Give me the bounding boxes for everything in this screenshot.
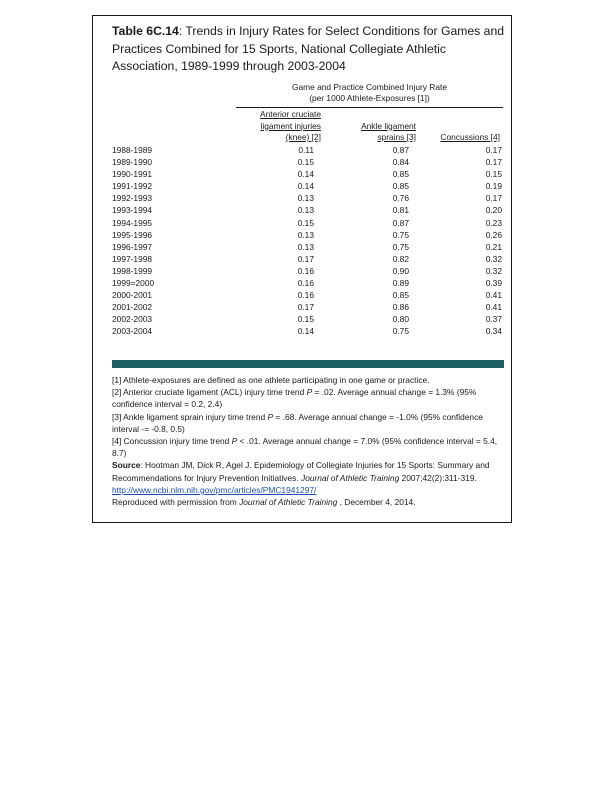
row-ankle-rate: 0.81: [392, 205, 409, 216]
row-acl-rate: 0.17: [297, 253, 314, 264]
column-header-acl-line2: ligament injuries: [260, 120, 321, 131]
row-acl-rate: 0.16: [297, 278, 314, 289]
footnotes: [112, 374, 504, 508]
row-ankle-rate: 0.76: [392, 193, 409, 204]
row-acl-rate: 0.16: [297, 290, 314, 301]
footnote-4-text-rest: < .01. Average annual change = 7.0% (95% confidence interval = 5.4, 8.7): [112, 436, 498, 459]
table-row: [112, 217, 504, 229]
table-row: [112, 325, 504, 337]
table-label: Table 6C.14: [112, 24, 179, 38]
row-acl-rate: 0.13: [297, 193, 314, 204]
row-acl-rate: 0.15: [297, 217, 314, 228]
row-acl-rate: 0.14: [297, 169, 314, 180]
row-concussion-rate: 0.21: [485, 241, 502, 252]
row-acl-rate: 0.13: [297, 229, 314, 240]
row-ankle-rate: 0.82: [392, 253, 409, 264]
footnote-3-text: [3] Ankle ligament sprain injury time trend: [112, 411, 268, 422]
row-ankle-rate: 0.87: [392, 145, 409, 155]
reproduction-journal: Journal of Athletic Training: [239, 497, 338, 508]
row-ankle-rate: 0.89: [392, 278, 409, 289]
reproduction-note: [112, 496, 504, 508]
row-period: 1991-1992: [112, 181, 153, 192]
table-row: [112, 289, 504, 301]
row-acl-rate: 0.16: [297, 265, 314, 276]
row-ankle-rate: 0.85: [392, 290, 409, 301]
row-acl-rate: 0.13: [297, 241, 314, 252]
column-header-acl: [260, 109, 321, 144]
row-concussion-rate: 0.17: [485, 157, 502, 168]
row-concussion-rate: 0.26: [485, 229, 502, 240]
footnote-2: [112, 386, 504, 410]
table-row: [112, 192, 504, 204]
row-concussion-rate: 0.41: [485, 302, 502, 313]
row-period: 1989-1990: [112, 157, 153, 168]
row-period: 1994-1995: [112, 217, 153, 228]
row-acl-rate: 0.11: [298, 145, 314, 155]
table-row: [112, 301, 504, 313]
reproduction-text: Reproduced with permission from: [112, 497, 240, 508]
row-period: 1993-1994: [112, 205, 153, 216]
footnote-3-text-rest: = .68. Average annual change = -1.0% (95% confidence interval -= -0.8, 0.5): [112, 411, 483, 434]
source-text: : Hootman JM, Dick R, Agel J. Epidemiology of Collegiate Injuries for 15 Sports: Summary and Recommendations for Injury Prevention Initiatives.: [112, 460, 490, 483]
row-period: 1997-1998: [112, 253, 153, 264]
row-period: 1990-1991: [112, 169, 153, 180]
row-acl-rate: 0.15: [297, 157, 314, 168]
row-ankle-rate: 0.90: [392, 265, 409, 276]
table-bottom-bar: [112, 360, 504, 368]
row-acl-rate: 0.14: [297, 326, 314, 337]
table-body: [112, 144, 504, 338]
row-concussion-rate: 0.23: [485, 217, 502, 228]
column-header-ankle-line2: sprains [3]: [377, 132, 416, 142]
group-header-line1: Game and Practice Combined Injury Rate: [291, 82, 447, 92]
source-link[interactable]: http://www.ncbi.nlm.nih.gov/pmc/articles/PMC1941297/: [112, 484, 317, 495]
row-ankle-rate: 0.87: [392, 217, 409, 228]
row-ankle-rate: 0.75: [392, 229, 409, 240]
row-acl-rate: 0.13: [297, 205, 314, 216]
source-citation: 2007;42(2):311-319.: [399, 472, 477, 483]
row-period: 2002-2003: [112, 314, 153, 325]
table-row: [112, 229, 504, 241]
table-row: [112, 144, 504, 156]
group-header-line2: (per 1000 Athlete-Exposures [1]): [309, 93, 430, 103]
row-ankle-rate: 0.75: [392, 326, 409, 337]
table-row: [112, 180, 504, 192]
footnote-1: [1] Athlete-exposures are defined as one athlete participating in one game or practice.: [112, 375, 430, 385]
source-label: Source: [112, 460, 141, 471]
row-period: 1998-1999: [112, 265, 153, 276]
row-period: 1999=2000: [112, 278, 155, 289]
footnote-3: [112, 411, 504, 435]
column-header-ankle-line1: Ankle ligament: [361, 120, 416, 131]
column-header-acl-line3: (knee) [2]: [285, 132, 321, 142]
footnote-2-text-rest: = .02. Average annual change = 1.3% (95% confidence interval = 0.2, 2.4): [112, 387, 477, 410]
row-period: 2003-2004: [112, 326, 153, 337]
column-header-concussions: [440, 132, 500, 144]
row-concussion-rate: 0.17: [485, 145, 502, 155]
row-acl-rate: 0.15: [297, 314, 314, 325]
row-concussion-rate: 0.15: [485, 169, 502, 180]
table-row: [112, 168, 504, 180]
column-header-ankle: [361, 121, 416, 144]
row-concussion-rate: 0.37: [485, 314, 502, 325]
group-header: [236, 82, 503, 104]
source-note: [112, 459, 504, 496]
source-journal: Journal of Athletic Training: [301, 472, 400, 483]
row-ankle-rate: 0.75: [392, 241, 409, 252]
row-concussion-rate: 0.19: [485, 181, 502, 192]
table-title-text: : Trends in Injury Rates for Select Conditions for Games and Practices Combined for 15 Sports, National Collegiate Athletic Association, 1989-1999 through 2003-2004: [112, 24, 504, 73]
table-title: [112, 23, 504, 76]
table-row: [112, 253, 504, 265]
table-box: [92, 15, 512, 523]
row-concussion-rate: 0.32: [485, 253, 502, 264]
row-acl-rate: 0.14: [297, 181, 314, 192]
row-period: 1988-1989: [112, 145, 153, 155]
row-ankle-rate: 0.86: [392, 302, 409, 313]
row-period: 2000-2001: [112, 290, 153, 301]
row-concussion-rate: 0.17: [485, 193, 502, 204]
row-period: 1992-1993: [112, 193, 153, 204]
footnote-4-text: [4] Concussion injury time trend: [112, 436, 232, 447]
footnote-4-p: P: [231, 436, 238, 447]
footnote-2-text: [2] Anterior cruciate ligament (ACL) injury time trend: [112, 387, 307, 398]
table-row: [112, 313, 504, 325]
row-ankle-rate: 0.85: [392, 169, 409, 180]
group-header-rule: [236, 107, 503, 108]
column-header-concussions-line1: Concussions [4]: [440, 132, 500, 142]
row-ankle-rate: 0.84: [392, 157, 409, 168]
footnote-2-p: P: [306, 387, 313, 398]
row-period: 1996-1997: [112, 241, 153, 252]
row-acl-rate: 0.17: [297, 302, 314, 313]
row-concussion-rate: 0.39: [485, 278, 502, 289]
footnote-4: [112, 435, 504, 459]
footnote-3-p: P: [267, 411, 274, 422]
row-ankle-rate: 0.85: [392, 181, 409, 192]
table-row: [112, 204, 504, 216]
table-row: [112, 156, 504, 168]
column-header-acl-line1: Anterior cruciate: [260, 109, 321, 119]
row-period: 2001-2002: [112, 302, 153, 313]
row-period: 1995-1996: [112, 229, 153, 240]
row-concussion-rate: 0.34: [485, 326, 502, 337]
reproduction-date: , December 4, 2014.: [337, 497, 416, 508]
row-concussion-rate: 0.20: [485, 205, 502, 216]
table-row: [112, 277, 504, 289]
table-row: [112, 241, 504, 253]
row-ankle-rate: 0.80: [392, 314, 409, 325]
row-concussion-rate: 0.32: [485, 265, 502, 276]
table-row: [112, 265, 504, 277]
row-concussion-rate: 0.41: [485, 290, 502, 301]
